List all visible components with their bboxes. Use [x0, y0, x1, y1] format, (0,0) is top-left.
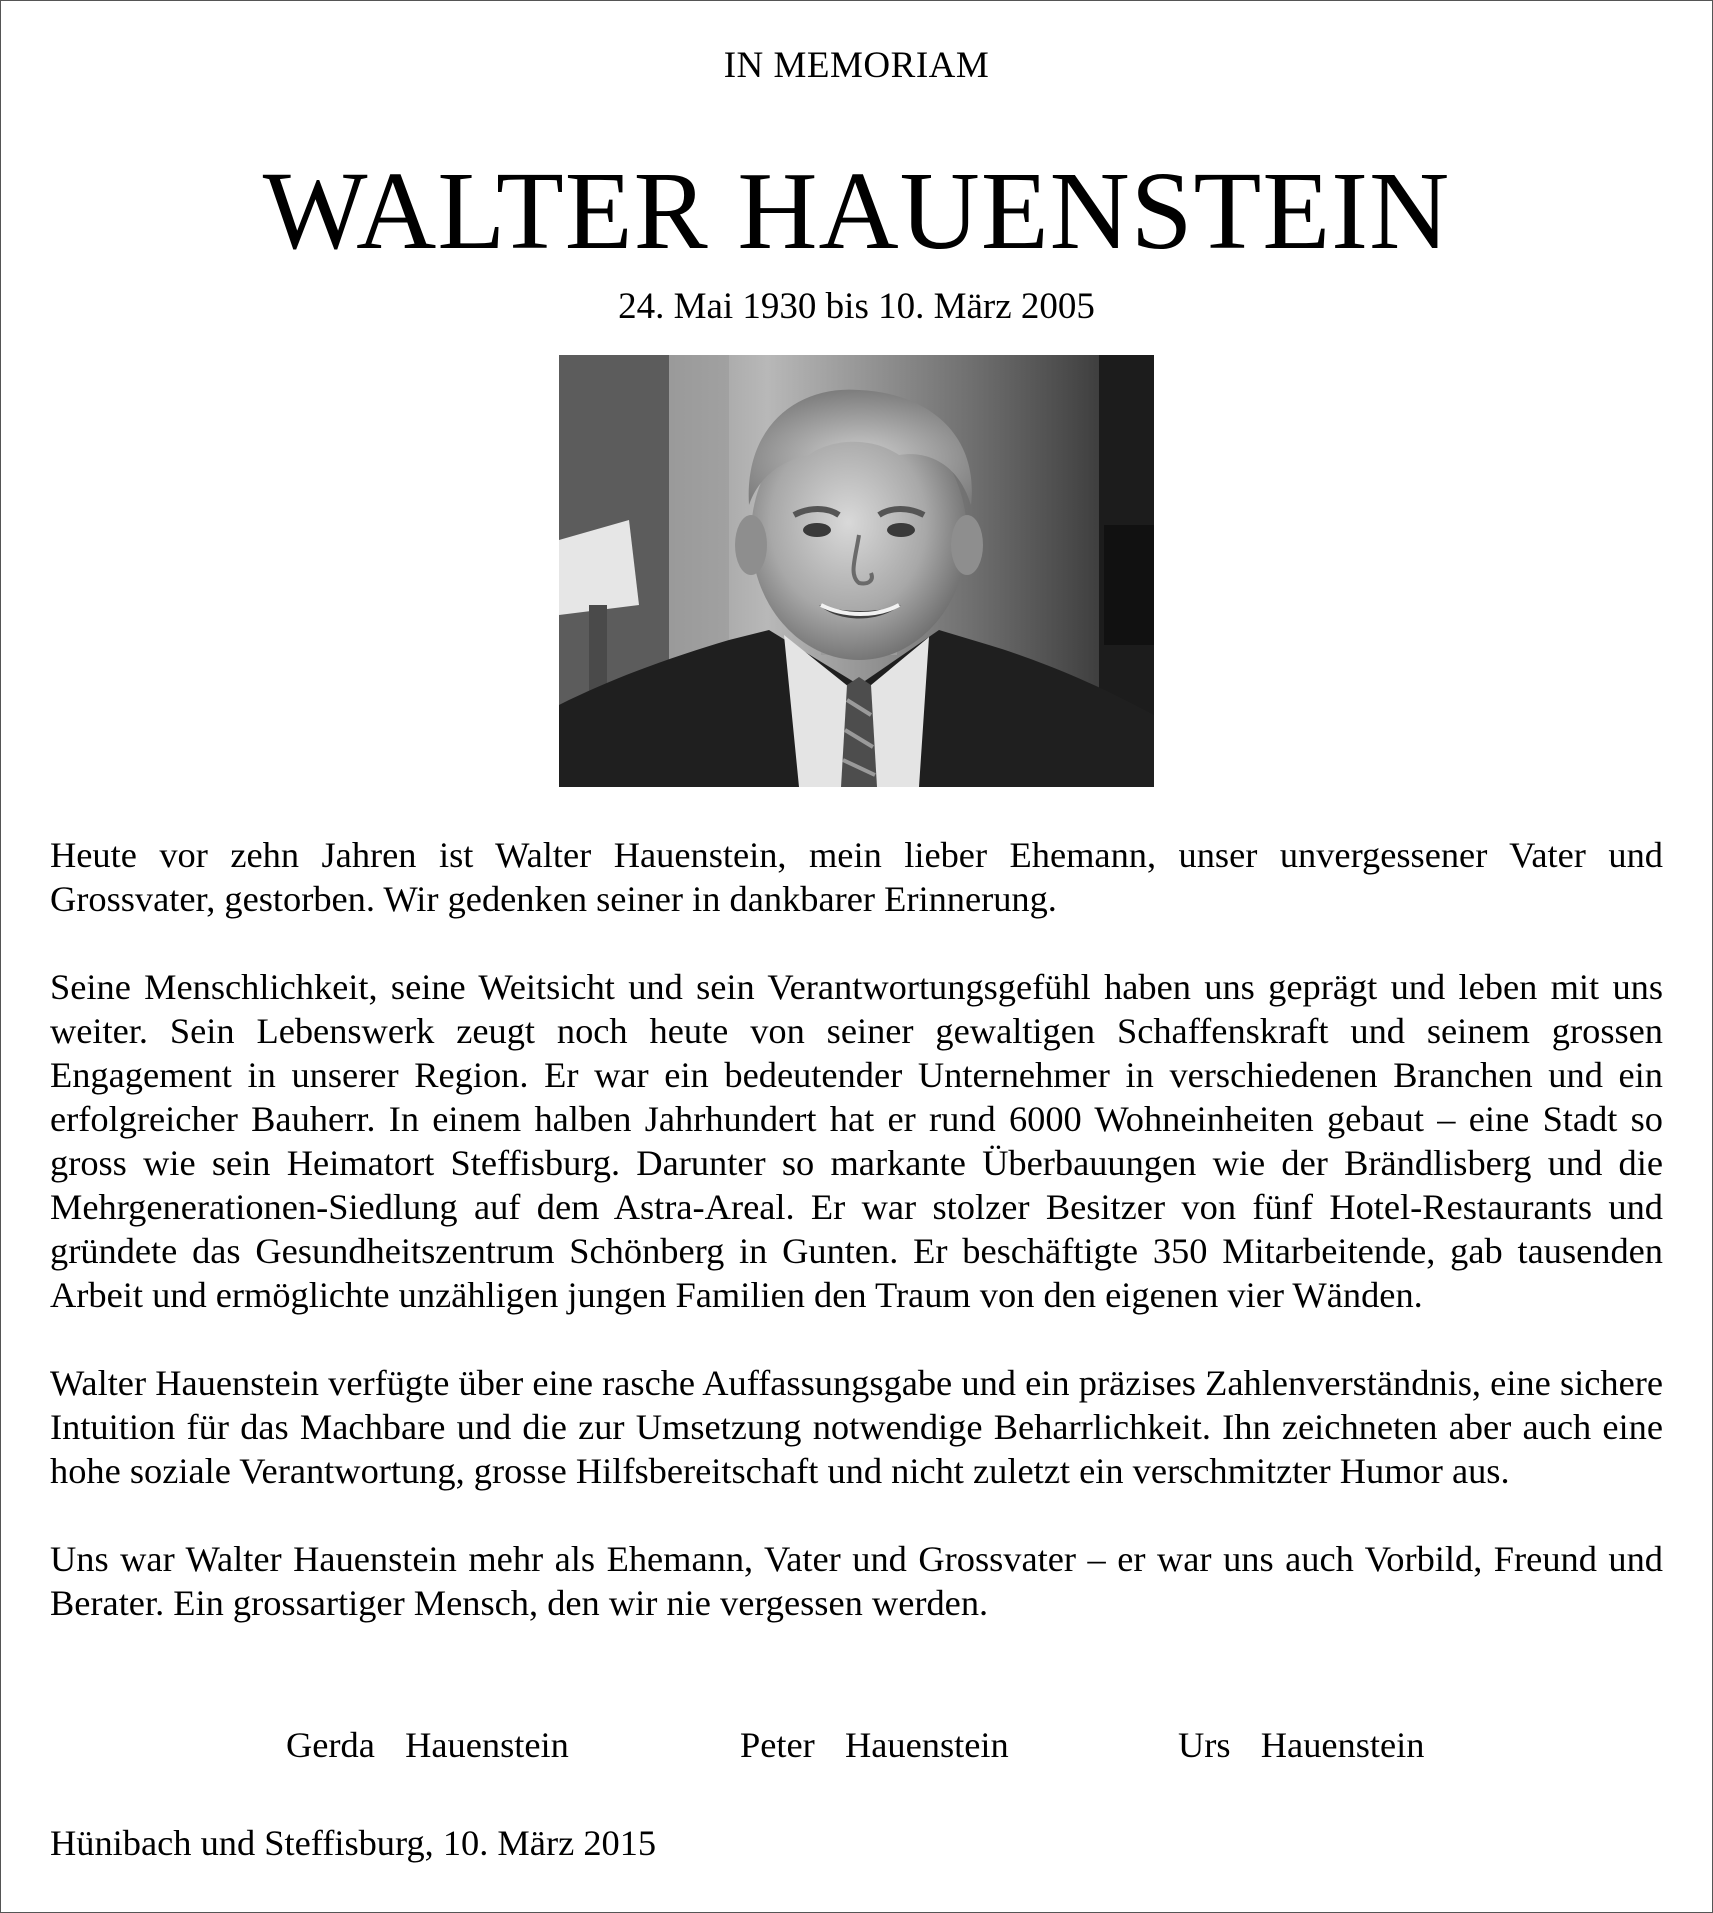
place-and-date: Hünibach und Steffisburg, 10. März 2015	[50, 1823, 657, 1863]
paragraph-3: Walter Hauenstein verfügte über eine rasche Auffassungsgabe und ein präzises Zahlenverständnis, eine sichere Intuition für das Machbare und die zur Umsetzung notwendige Beharrlichkeit. Ihn zeichneten aber auch eine hohe soziale Verantwortung, grosse Hilfsbereitschaft und nicht zuletzt ein verschmitzter Humor aus.	[50, 1363, 1663, 1491]
life-dates: 24. Mai 1930 bis 10. März 2005	[618, 286, 1095, 327]
paragraph-4: Uns war Walter Hauenstein mehr als Ehemann, Vater und Grossvater – er war uns auch Vorbild, Freund und Berater. Ein grossartiger Mensch, den wir nie vergessen werden.	[50, 1539, 1663, 1623]
signer-gerda: Gerda Hauenstein	[286, 1725, 569, 1765]
paragraph-1: Heute vor zehn Jahren ist Walter Hauenstein, mein lieber Ehemann, unser unvergessener Vater und Grossvater, gestorben. Wir gedenken seiner in dankbarer Erinnerung.	[50, 835, 1663, 919]
memorial-text	[50, 833, 1663, 1669]
paragraph-2: Seine Menschlichkeit, seine Weitsicht und sein Verantwortungsgefühl haben uns geprägt und leben mit uns weiter. Sein Lebenswerk zeugt noch heute von seiner gewaltigen Schaffenskraft und seinem grossen Engagement in unserer Region. Er war ein bedeutender Unternehmer in verschiedenen Branchen und ein erfolgreicher Bauherr. In einem halben Jahrhundert hat er rund 6000 Wohneinheiten gebaut – eine Stadt so gross wie sein Heimatort Steffisburg. Darunter so markante Überbauungen wie der Brändlisberg und die Mehrgenerationen-Siedlung auf dem Astra-Areal. Er war stolzer Besitzer von fünf Hotel-Restaurants und gründete das Gesundheitszentrum Schönberg in Gunten. Er beschäftigte 350 Mitarbeitende, gab tausenden Arbeit und ermöglichte unzähligen jungen Familien den Traum von den eigenen vier Wänden.	[50, 967, 1663, 1315]
portrait-photo-illustration	[559, 355, 1154, 787]
portrait-photo	[559, 355, 1154, 787]
signers-row	[0, 1722, 1713, 1768]
in-memoriam-heading: IN MEMORIAM	[723, 45, 990, 86]
deceased-name: WALTER HAUENSTEIN	[262, 150, 1451, 273]
signer-peter: Peter Hauenstein	[740, 1725, 1009, 1765]
signer-urs: Urs Hauenstein	[1178, 1725, 1425, 1765]
